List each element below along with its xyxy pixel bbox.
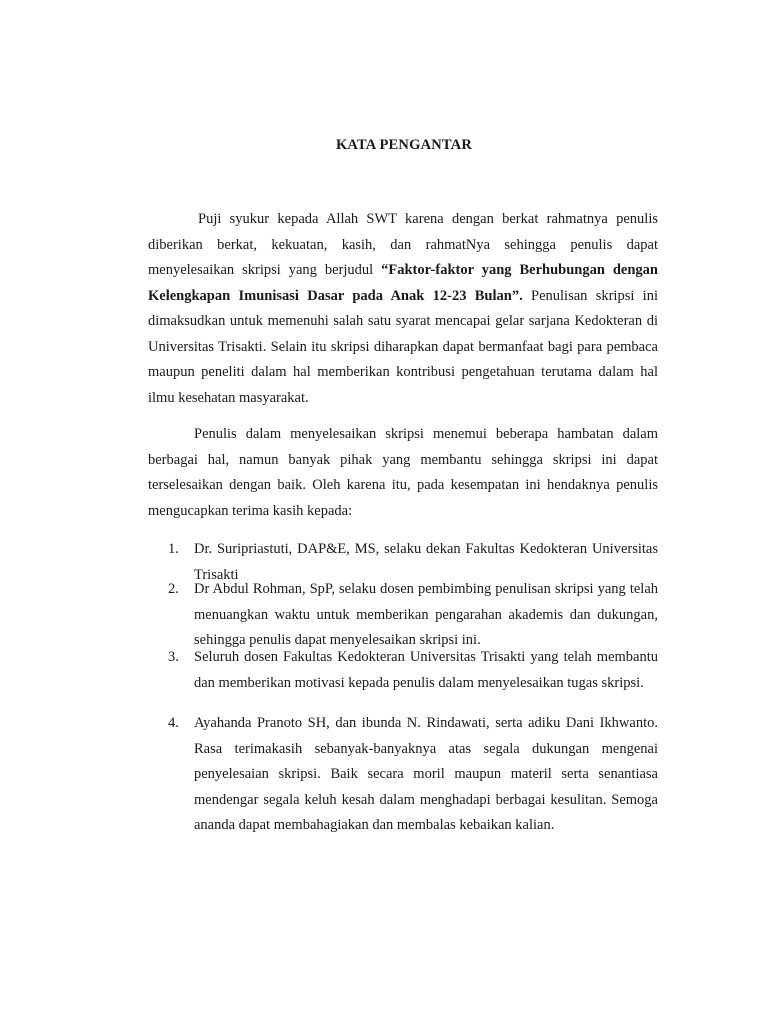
list-item-text: Dr Abdul Rohman, SpP, selaku dosen pembimbing penulisan skripsi yang telah menuangkan waktu untuk memberikan pengarahan akademis dan dukungan, sehingga penulis dapat menyelesaikan skripsi ini. [194,581,658,648]
paragraph-acknowledgement: Penulis dalam menyelesaikan skripsi menemui beberapa hambatan dalam berbagai hal, namun banyak pihak yang membantu sehingga skripsi ini dapat terselesaikan dengan baik. Oleh karena itu, pada kesempatan ini hendaknya penulis mengucapkan terima kasih kepada: [148,426,658,519]
list-item-number: 3. [168,649,179,665]
paragraph-intro-lead: Puji syukur kepada Allah SWT karena dengan berkat rahmatnya penulis diberikan berkat, kekuatan, kasih, dan rahmatNya sehingga penulis dapat menyelesaikan skripsi yang berjudul [148,211,658,278]
list-item [148,711,658,839]
paragraph-intro-rest: Penulisan skripsi ini dimaksudkan untuk memenuhi salah satu syarat mencapai gelar sarjana Kedokteran di Universitas Trisakti. Selain itu skripsi diharapkan dapat bermanfaat bagi para pembaca maupun peneliti dalam hal memberikan kontribusi pengetahuan terutama dalam hal ilmu kesehatan masyarakat. [148,287,658,406]
list-item [148,577,658,648]
paragraph-intro [148,207,658,411]
list-item-text: Dr. Suripriastuti, DAP&E, MS, selaku dekan Fakultas Kedokteran Universitas Trisakti [194,541,658,583]
list-item-text: Ayahanda Pranoto SH, dan ibunda N. Rindawati, serta adiku Dani Ikhwanto. Rasa terimakasih sebanyak-banyaknya atas segala dukungan mengenai penyelesaian skripsi. Baik secara moril maupun materil serta senantiasa mendengar segala keluh kesah dalam menghadapi berbagai kesulitan. Semoga ananda dapat membahagiakan dan membalas kebaikan kalian. [194,715,658,833]
page-title: KATA PENGANTAR [335,137,473,153]
list-item-number: 2. [168,581,179,597]
list-item [148,645,658,711]
list-item-number: 4. [168,715,179,731]
thanks-list [148,537,658,839]
list-item-text: Seluruh dosen Fakultas Kedokteran Universitas Trisakti yang telah membantu dan memberikan motivasi kepada penulis dalam menyelesaikan tugas skripsi. [194,649,658,691]
list-item [148,537,658,583]
thesis-title: “Faktor-faktor yang Berhubungan dengan Kelengkapan Imunisasi Dasar pada Anak 12-23 Bulan”. [148,262,658,304]
list-item-number: 1. [168,541,179,557]
